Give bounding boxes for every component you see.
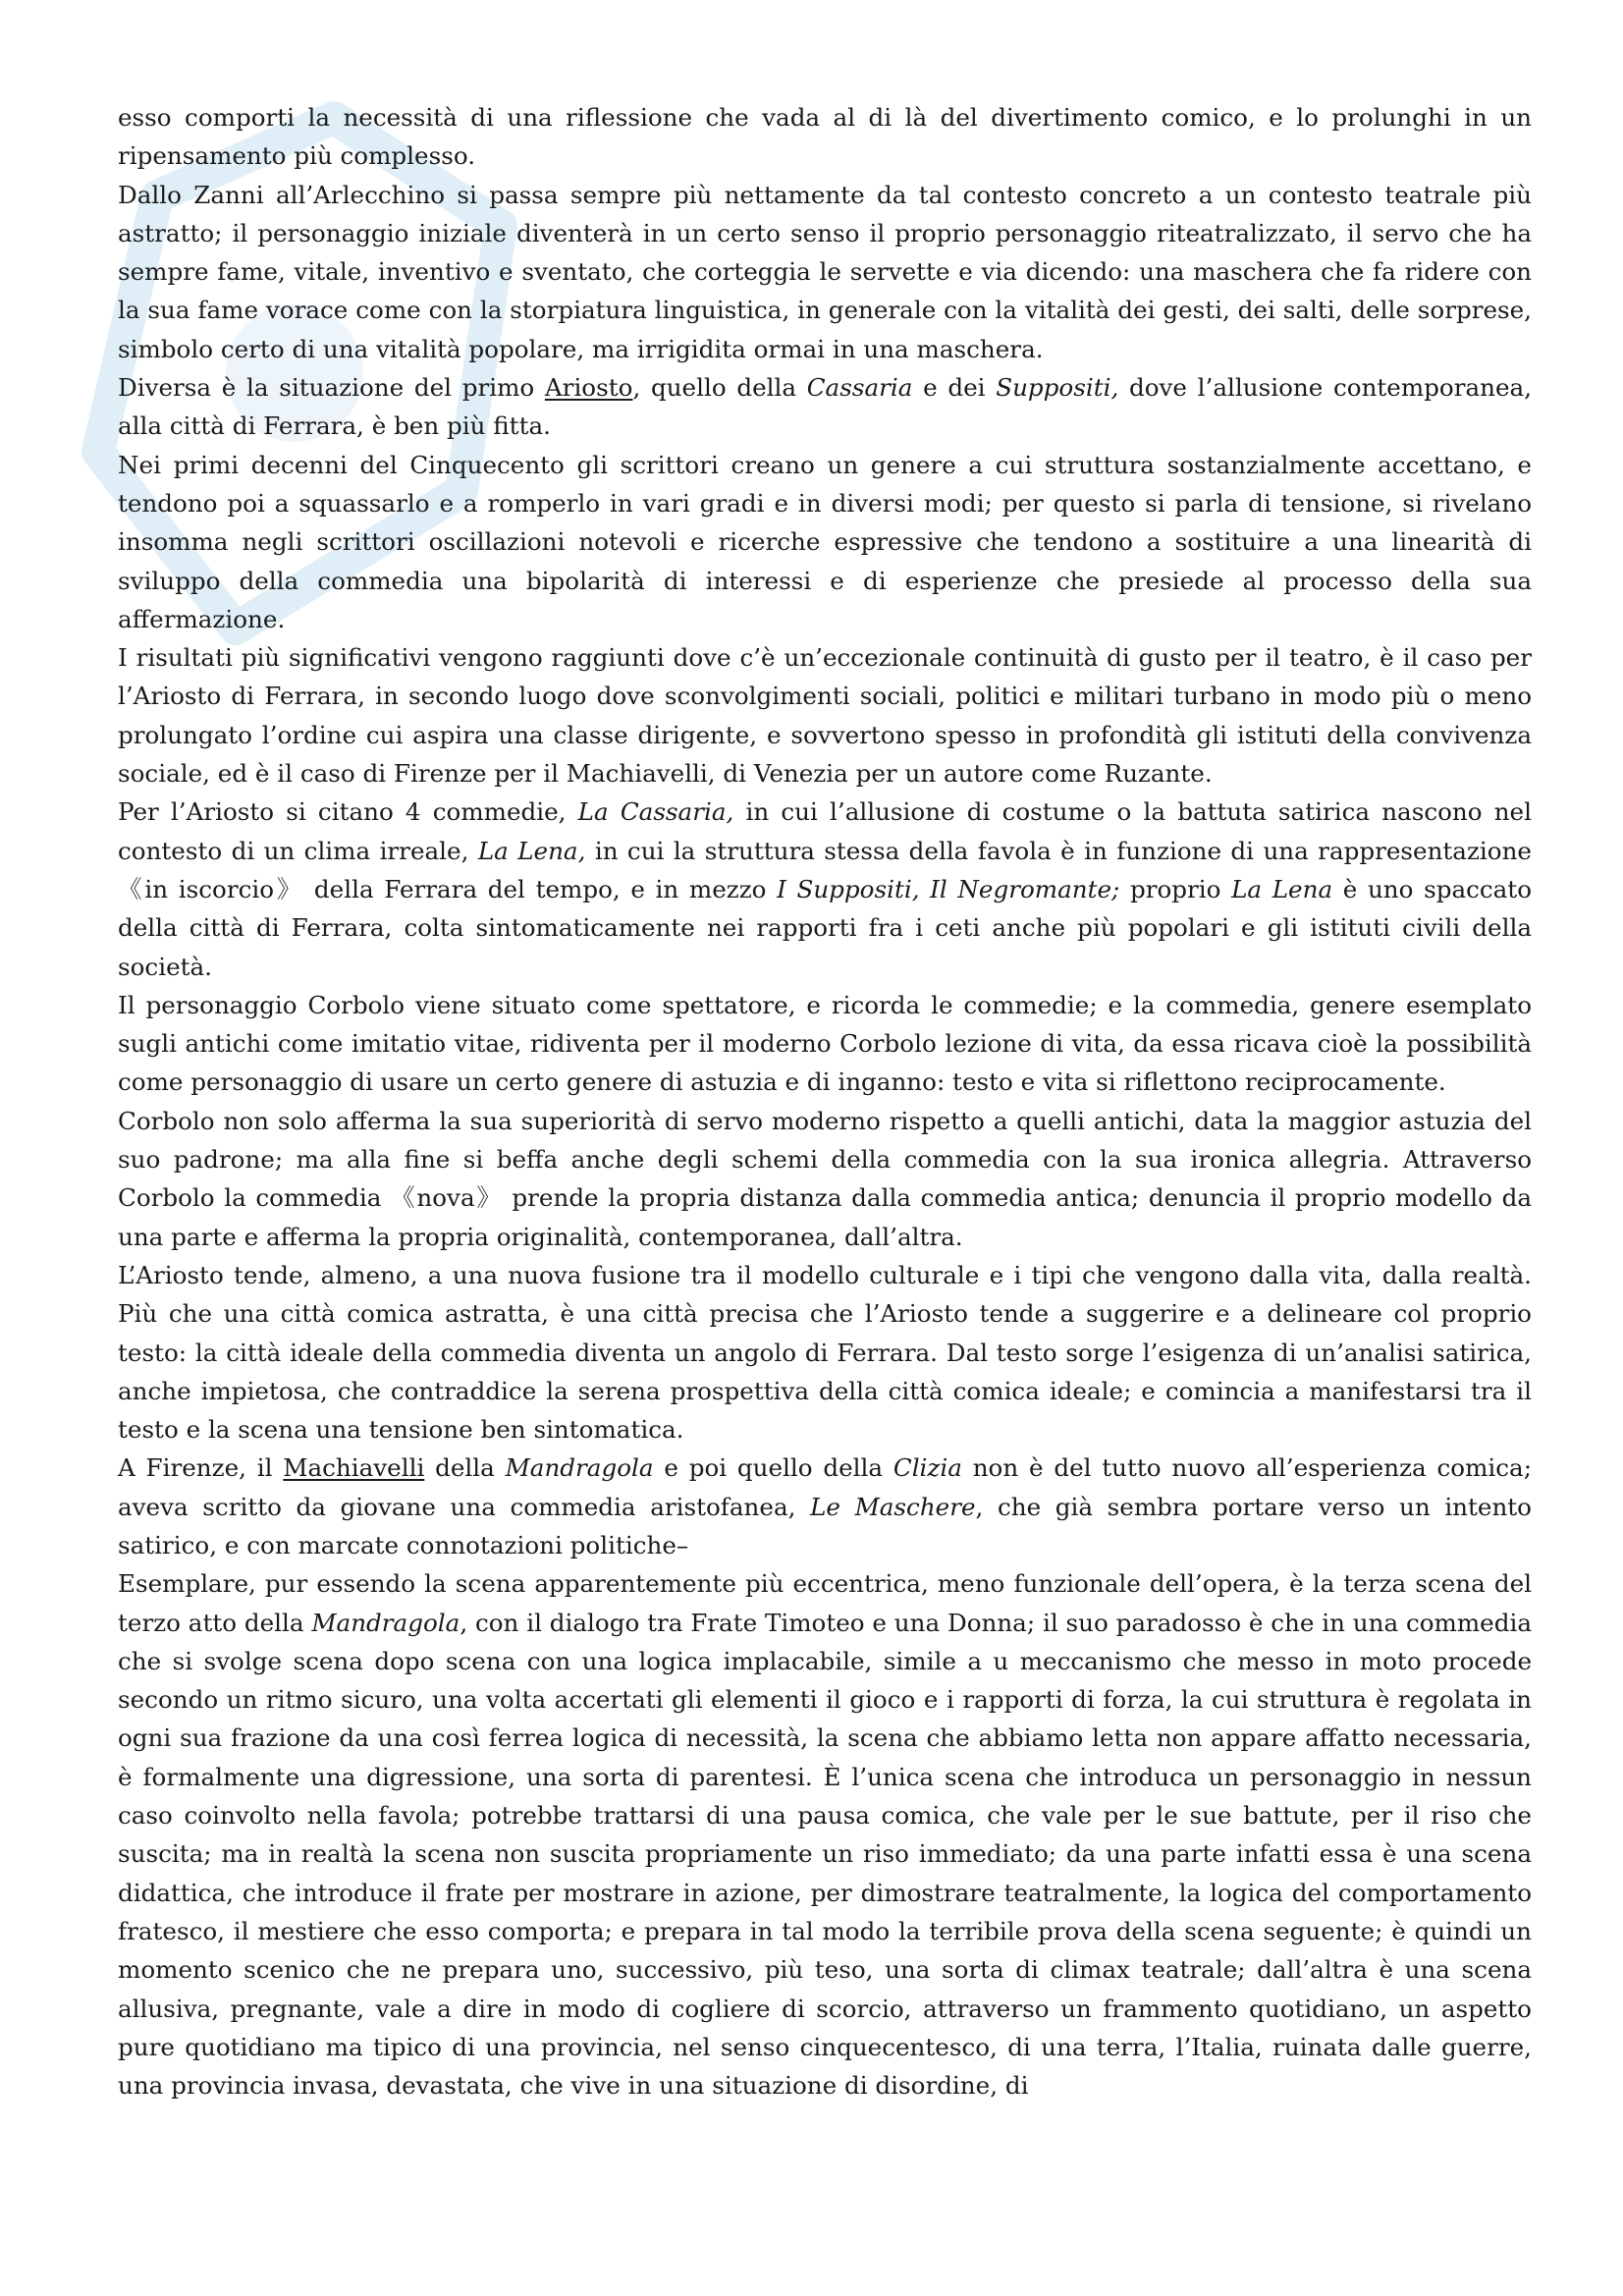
paragraph [118, 446, 1532, 638]
text-run: , con il dialogo tra Frate Timoteo e una Donna; il suo paradosso è che in una commedia che si svolge scena dopo scena con una logica implacabile, simile a u meccanismo che messo in moto procede secondo un ritmo sicuro, una volta accertati gli elementi il gioco e i rapporti di forza, la cui struttura è regolata in ogni sua frazione da una così ferrea logica di necessità, la scena che abbiamo letta non appare affatto necessaria, è formalmente una digressione, una sorta di parentesi. È l’unica scena che introduca un personaggio in nessun caso coinvolto nella favola; potrebbe trattarsi di una pausa comica, che vale per le sue battute, per il riso che suscita; ma in realtà la scena non suscita propriamente un riso immediato; da una parte infatti essa è una scena didattica, che introduce il frate per mostrare in azione, per dimostrare teatralmente, la logica del comportamento fratesco, il mestiere che esso comporta; e prepara in tal modo la terribile prova della scena seguente; è quindi un momento scenico che ne prepara uno, successivo, più teso, una sorta di climax teatrale; dall’altra è una scena allusiva, pregnante, vale a dire in modo di cogliere di scorcio, attraverso un frammento quotidiano, un aspetto pure quotidiano ma tipico di una provincia, nel senso cinquecentesco, di una terra, l’Italia, ruinata dalle guerre, una provincia invasa, devastata, che vive in una situazione di disordine, di [118, 1608, 1532, 2101]
text-run: Corbolo non solo afferma la sua superiorità di servo moderno rispetto a quelli antichi, data la maggior astuzia del suo padrone; ma alla fine si beffa anche degli schemi della commedia con la sua ironica allegria. Attraverso Corbolo la commedia 《nova》 prende la propria distanza dalla commedia antica; denuncia il proprio modello da una parte e afferma la propria originalità, contemporanea, dall’altra. [118, 1106, 1532, 1251]
text-run: L’Ariosto tende, almeno, a una nuova fusione tra il modello culturale e i tipi che vengono dalla vita, dalla realtà. Più che una città comica astratta, è una città precisa che l’Ariosto tende a suggerire e a delineare col proprio testo: la città ideale della commedia diventa un angolo di Ferrara. Dal testo sorge l’esigenza di un’analisi satirica, anche impietosa, che contraddice la serena prospettiva della città comica ideale; e comincia a manifestarsi tra il testo e la scena una tensione ben sintomatica. [118, 1260, 1532, 1445]
italic-title: Mandragola [505, 1453, 654, 1483]
italic-title: Mandragola [311, 1608, 460, 1637]
text-run: è uno spaccato della città di Ferrara, colta sintomaticamente nei rapporti fra i ceti anche più popolari e gli istituti civili della società. [118, 874, 1533, 981]
text-run: dove l’allusione contemporanea, alla città di Ferrara, è ben più fitta. [118, 373, 1533, 441]
text-run: Il personaggio Corbolo viene situato come spettatore, e ricorda le commedie; e la commedia, genere esemplato sugli antichi come imitatio vitae, ridiventa per il moderno Corbolo lezione di vita, da essa ricava cioè la possibilità come personaggio di usare un certo genere di astuzia e di inganno: testo e vita si riflettono reciprocamente. [118, 990, 1532, 1097]
paragraph [118, 368, 1532, 446]
paragraph [118, 638, 1532, 793]
italic-title: La Cassaria, [577, 797, 734, 827]
italic-title: Suppositi, [996, 373, 1119, 403]
text-run: e poi quello della [653, 1453, 893, 1483]
paragraph [118, 1564, 1532, 2105]
italic-title: Clizia [893, 1453, 962, 1483]
text-run: , che già sembra portare verso un intento satirico, e con marcate connotazioni politiche– [118, 1492, 1532, 1559]
paragraph [118, 98, 1532, 176]
paragraph [118, 1102, 1532, 1256]
text-run: e dei [912, 373, 997, 403]
document-body [118, 98, 1532, 2105]
text-run: Nei primi decenni del Cinquecento gli scrittori creano un genere a cui struttura sostanzialmente accettano, e tendono poi a squassarlo e a romperlo in vari gradi e in diversi modi; per questo si parla di tensione, si rivelano insomma negli scrittori oscillazioni notevoli e ricerche espressive che tendono a sostituire a una linearità di sviluppo della commedia una bipolarità di interessi e di esperienze che presiede al processo della sua affermazione. [118, 450, 1532, 633]
text-run: A Firenze, il [118, 1453, 284, 1483]
text-run: Per l’Ariosto si citano 4 commedie, [118, 797, 578, 827]
text-run: Esemplare, pur essendo la scena apparentemente più eccentrica, meno funzionale dell’opera, è la terza scena del terzo atto della [118, 1569, 1532, 1637]
text-run: in cui l’allusione di costume o la battuta satirica nascono nel contesto di un clima irreale, [118, 797, 1532, 865]
underlined-name: Machiavelli [283, 1453, 425, 1483]
italic-title: La Lena [1231, 874, 1333, 903]
text-run: non è del tutto nuovo all’esperienza comica; aveva scritto da giovane una commedia aristofanea, [118, 1453, 1532, 1521]
text-run: esso comporti la necessità di una riflessione che vada al di là del divertimento comico, e lo prolunghi in un ripensamento più complesso. [118, 103, 1532, 171]
italic-title: I Suppositi, Il Negromante; [777, 874, 1120, 903]
paragraph [118, 793, 1532, 985]
italic-title: Cassaria [806, 373, 913, 403]
text-run: I risultati più significativi vengono raggiunti dove c’è un’eccezionale continuità di gusto per il teatro, è il caso per l’Ariosto di Ferrara, in secondo luogo dove sconvolgimenti sociali, politici e militari turbano in modo più o meno prolungato l’ordine cui aspira una classe dirigente, e sovvertono spesso in profondità gli istituti della convivenza sociale, ed è il caso di Firenze per il Machiavelli, di Venezia per un autore come Ruzante. [118, 643, 1532, 789]
text-run: Diversa è la situazione del primo [118, 373, 545, 403]
italic-title: La Lena, [477, 836, 586, 865]
text-run: proprio [1119, 874, 1232, 903]
paragraph [118, 176, 1532, 368]
text-run: in cui la struttura stessa della favola è in funzione di una rappresentazione 《in iscorcio》 della Ferrara del tempo, e in mezzo [118, 836, 1532, 903]
paragraph [118, 1449, 1532, 1564]
paragraph [118, 986, 1532, 1102]
text-run: Dallo Zanni all’Arlecchino si passa sempre più nettamente da tal contesto concreto a un contesto teatrale più astratto; il personaggio iniziale diventerà in un certo senso il proprio personaggio riteatralizzato, il servo che ha sempre fame, vitale, inventivo e sventato, che corteggia le servette e via dicendo: una maschera che fa ridere con la sua fame vorace come con la storpiatura linguistica, in generale con la vitalità dei gesti, dei salti, delle sorprese, simbolo certo di una vitalità popolare, ma irrigidita ormai in una maschera. [118, 180, 1532, 363]
underlined-name: Ariosto [544, 373, 633, 403]
text-run: della [424, 1453, 506, 1483]
italic-title: Le Maschere [810, 1492, 976, 1521]
paragraph [118, 1256, 1532, 1449]
text-run: , quello della [632, 373, 807, 403]
